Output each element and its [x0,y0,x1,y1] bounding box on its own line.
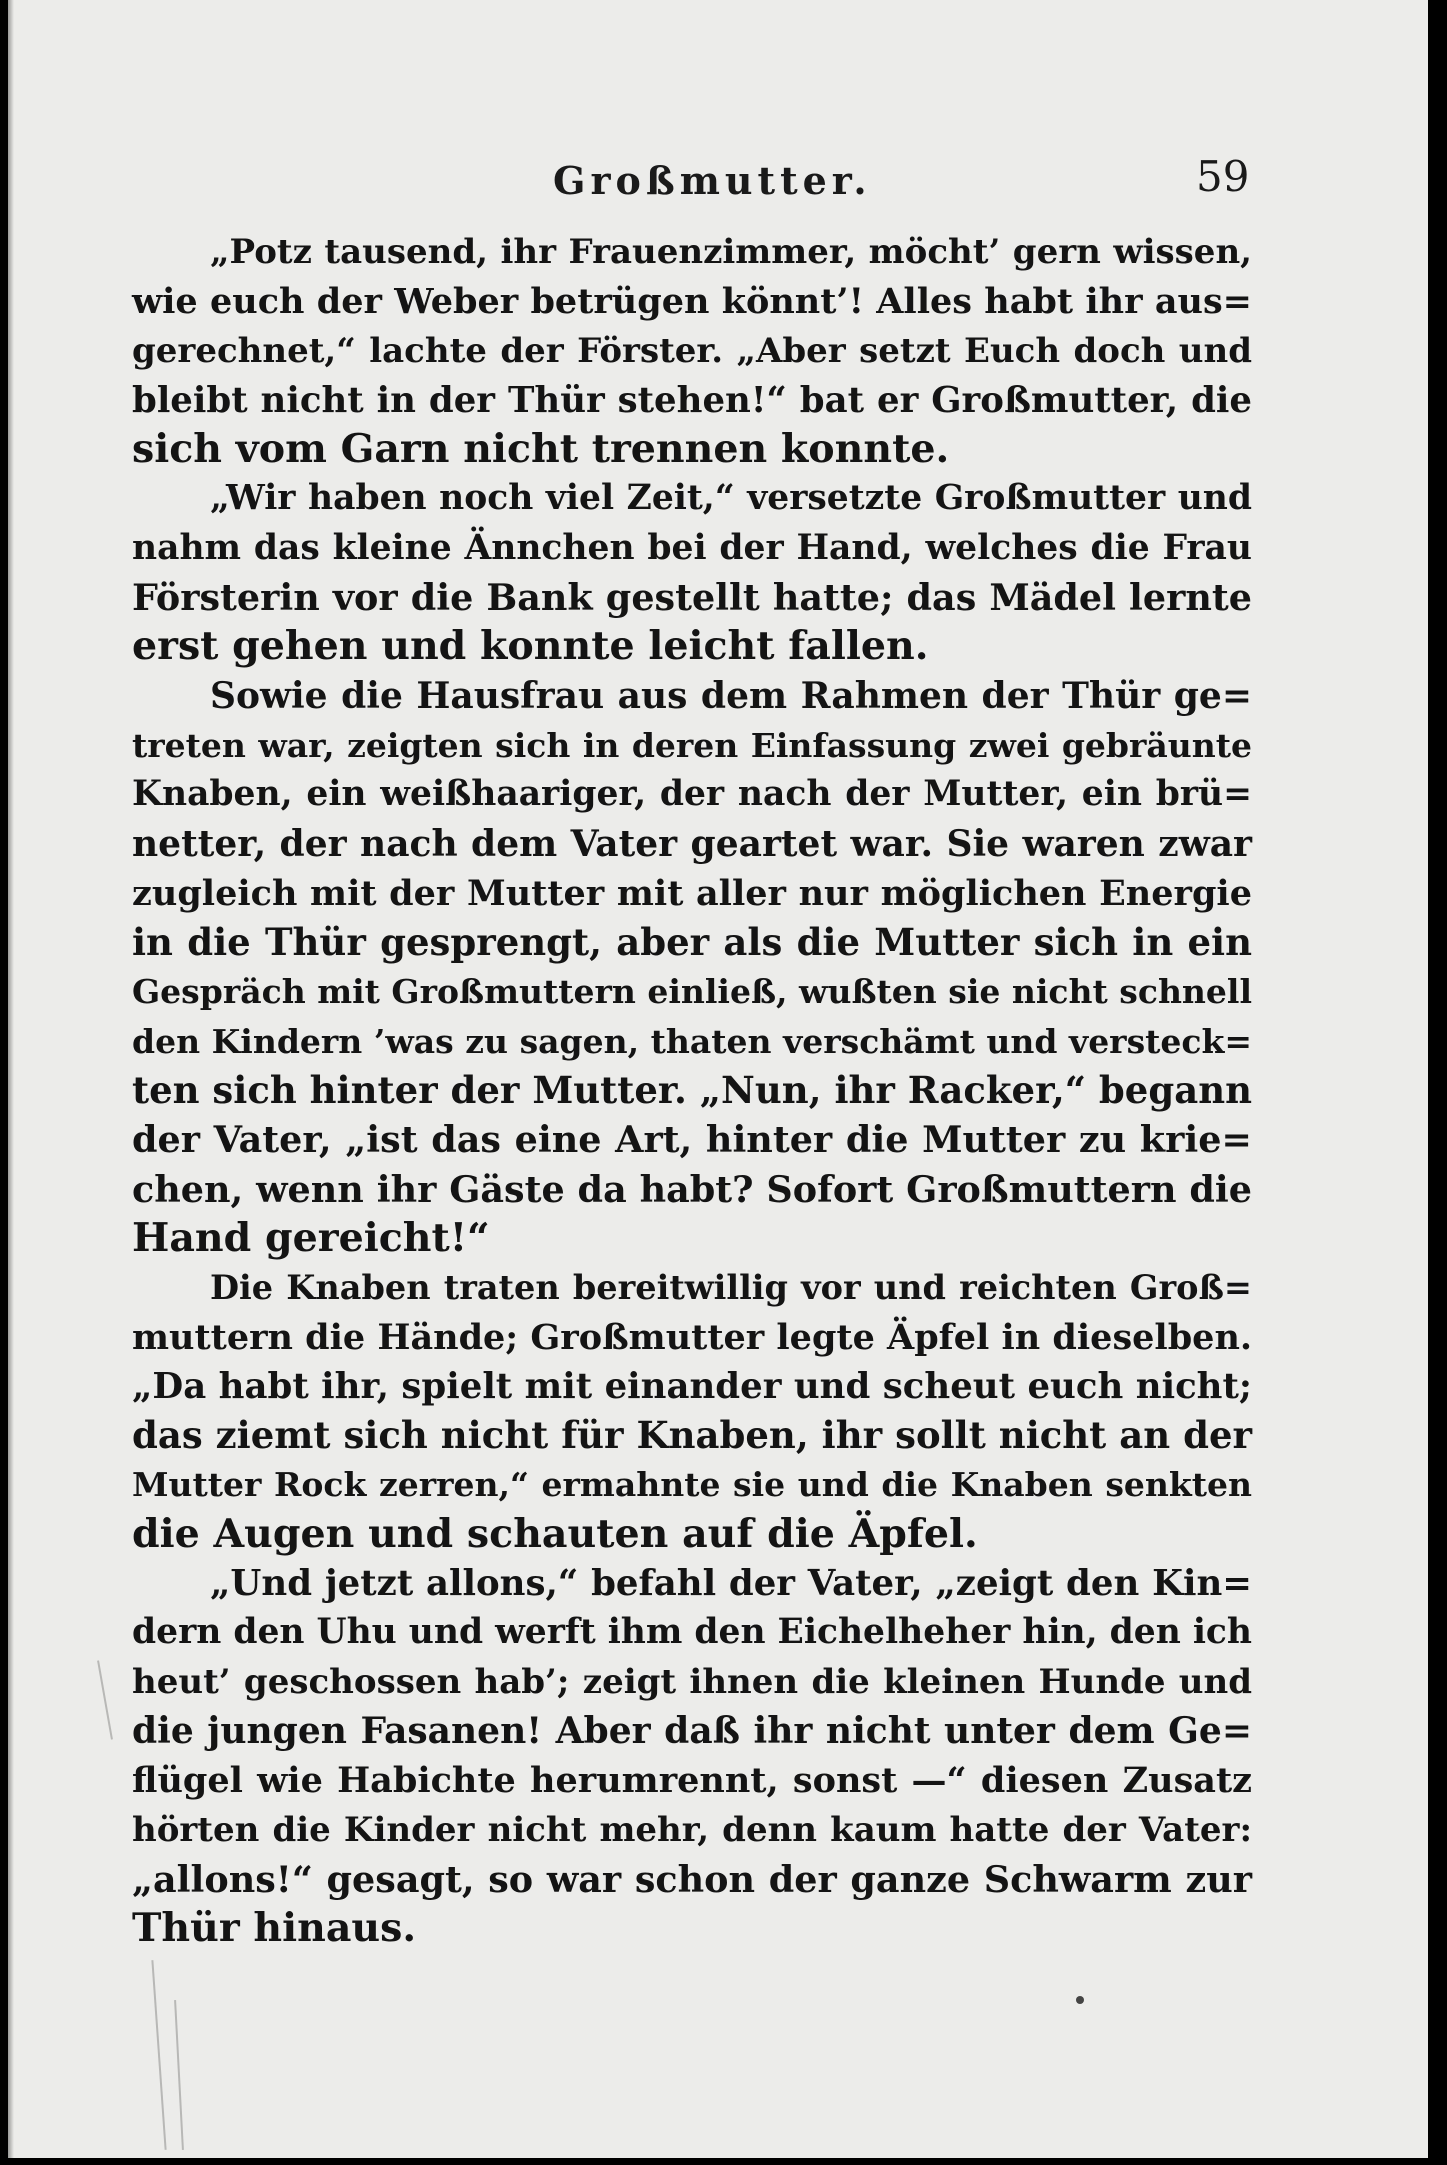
text-line: „Potz tausend, ihr Frauenzimmer, möcht’ gern wissen, [210,232,1252,272]
paper-scratch [174,2000,184,2150]
text-line: die jungen Fasanen! Aber daß ihr nicht unter dem Ge= [132,1709,1252,1752]
text-line: Försterin vor die Bank gestellt hatte; das Mädel lernte [132,576,1252,620]
text-line: heut’ geschossen hab’; zeigt ihnen die kleinen Hunde und [132,1661,1252,1702]
text-line: dern den Uhu und werft ihm den Eichelheher hin, den ich [132,1612,1253,1653]
text-line: Mutter Rock zerren,“ ermahnte sie und die Knaben senkten [132,1465,1252,1505]
text-line: das ziemt sich nicht für Knaben, ihr sollt nicht an der [132,1413,1252,1458]
text-line: Knaben, ein weißhaariger, der nach der Mutter, ein brü= [132,774,1252,815]
ink-speck [1076,1996,1084,2004]
text-line: wie euch der Weber betrügen könnt’! Alles habt ihr aus= [132,281,1252,323]
text-line: zugleich mit der Mutter mit aller nur möglichen Energie [132,872,1252,914]
text-line: chen, wenn ihr Gäste da habt? Sofort Großmuttern die [132,1167,1252,1211]
text-line: ten sich hinter der Mutter. „Nun, ihr Racker,“ begann [132,1068,1252,1113]
text-line: bleibt nicht in der Thür stehen!“ bat er Großmutter, die [132,379,1252,421]
text-line: Gespräch mit Großmuttern einließ, wußten sie nicht schnell [132,972,1252,1012]
text-line: sich vom Garn nicht trennen konnte. [132,426,950,473]
page-number: 59 [1196,152,1250,201]
text-line: treten war, zeigten sich in deren Einfassung zwei gebräunte [132,725,1252,765]
text-line: „Und jetzt allons,“ befahl der Vater, „zeigt den Kin= [210,1563,1252,1605]
page-header [8,152,1428,212]
paper-scratch [97,1660,113,1739]
text-line: „Wir haben noch viel Zeit,“ versetzte Großmutter und [210,478,1252,519]
text-line: in die Thür gesprengt, aber als die Mutter sich in ein [132,920,1252,965]
text-line: Sowie die Hausfrau aus dem Rahmen der Thür ge= [210,674,1252,717]
text-line: erst gehen und konnte leicht fallen. [132,623,929,670]
page-edge-shadow [8,0,14,2158]
text-line: gerechnet,“ lachte der Förster. „Aber setzt Euch doch und [132,330,1252,371]
text-line: hörten die Kinder nicht mehr, denn kaum hatte der Vater: [132,1809,1252,1850]
book-page [8,0,1428,2158]
text-line: flügel wie Habichte herumrennt, sonst —“ diesen Zusatz [132,1760,1252,1802]
text-line: Hand gereicht!“ [132,1214,490,1261]
text-line: muttern die Hände; Großmutter legte Äpfel in dieselben. [132,1316,1253,1358]
text-line: der Vater, „ist das eine Art, hinter die Mutter zu krie= [132,1118,1252,1162]
paper-scratch [151,1960,166,2150]
text-line: „Da habt ihr, spielt mit einander und scheut euch nicht; [132,1365,1252,1407]
text-line: Die Knaben traten bereitwillig vor und reichten Groß= [210,1268,1252,1308]
text-line: „allons!“ gesagt, so war schon der ganze Schwarm zur [132,1857,1252,1901]
text-line: Thür hinaus. [132,1905,417,1952]
running-head: Großmutter. [553,158,872,203]
body-text [132,228,1252,1953]
text-line: nahm das kleine Ännchen bei der Hand, welches die Frau [132,527,1252,568]
text-line: den Kindern ’was zu sagen, thaten verschämt und versteck= [132,1021,1252,1061]
text-line: die Augen und schauten auf die Äpfel. [132,1510,978,1557]
text-line: netter, der nach dem Vater geartet war. Sie waren zwar [132,822,1252,865]
